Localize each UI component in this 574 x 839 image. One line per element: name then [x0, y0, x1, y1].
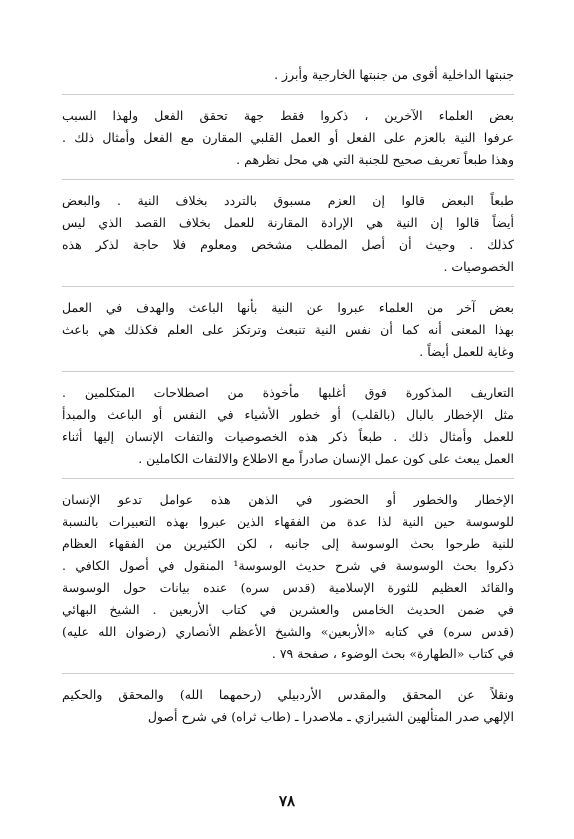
body-text	[62, 64, 514, 736]
text-line: في ضمن الحديث الخامس والعشرين في كتاب الأربعين . الشيخ البهائي	[62, 602, 514, 617]
text-line: ذكروا بحث الوسوسة في شرح حديث الوسوسة¹ المنقول في أصول الكافي .	[62, 558, 514, 573]
paragraph	[62, 382, 514, 470]
text-line: الإلهي صدر المتألهين الشيرازي ـ ملاصدرا ـ (طاب ثراه) في شرح أصول	[147, 709, 514, 724]
paragraph	[62, 190, 514, 278]
text-line: ونقلاً عن المحقق والمقدس الأردبيلي (رحمهما الله) والمحقق والحكيم	[62, 687, 514, 702]
paragraph	[62, 684, 514, 728]
text-line: بعض العلماء الآخرين ، ذكروا فقط جهة تحقق الفعل ولهذا السبب	[62, 108, 514, 123]
text-line: في كتاب «الطهارة» بحث الوضوء ، صفحة ٧٩ .	[271, 646, 514, 661]
paragraph	[62, 105, 514, 171]
text-line: كذلك . وحيث أن أصل المطلب مشخص ومعلوم فلا حاجة لذكر هذه	[62, 237, 514, 252]
paragraph	[62, 489, 514, 665]
text-line: بهذا المعنى أنه كما أن نفس النية تنبعث وترتكز على العلم فكذلك هي باعث	[62, 322, 514, 337]
text-line: طبعاً البعض قالوا إن العزم مسبوق بالتردد بخلاف النية . والبعض	[62, 193, 514, 208]
text-line: وهذا طبعاً تعريف صحيح للجنبة التي هي محل نظرهم .	[236, 152, 514, 167]
paragraph-divider	[62, 286, 514, 287]
text-line: للنية طرحوا بحث الوسوسة إلى جانبه ، لكن الكثيرين من الفقهاء العظام	[62, 536, 514, 551]
paragraph-divider	[62, 371, 514, 372]
text-line: للوسوسة حين النية لذا عدة من الفقهاء الذين عبروا بهذه التعبيرات بالنسبة	[62, 514, 514, 529]
text-line: (قدس سره) في كتابه «الأربعين» والشيخ الأعظم الأنصاري (رضوان الله عليه)	[62, 624, 514, 639]
page-number: ٧٨	[278, 792, 296, 810]
text-line: والقائد العظيم للثورة الإسلامية (قدس سره) عنده بيانات حول الوسوسة	[62, 580, 514, 595]
text-line: العمل يبعث على كون عمل الإنسان صادراً مع الاطلاع والالتفات الكاملين .	[138, 451, 514, 466]
text-line: عرفوا النية بالعزم على الفعل أو العمل القلبي المقارن مع الفعل وأمثال ذلك .	[62, 130, 514, 145]
paragraph	[62, 297, 514, 363]
text-line: التعاريف المذكورة فوق أغلبها مأخوذة من اصطلاحات المتكلمين .	[62, 385, 514, 400]
paragraph-divider	[62, 179, 514, 180]
text-line: الإخطار والخطور أو الحضور في الذهن هذه عوامل تدعو الإنسان	[62, 492, 514, 507]
text-line: أيضاً قالوا إن النية هي الإرادة المقارنة للعمل بخلاف القصد الذي ليس	[62, 215, 514, 230]
text-line: مثل الإخطار بالبال (بالقلب) أو خطور الأشياء في النفس أو الباعث والمبدأ	[62, 407, 514, 422]
text-line: الخصوصيات .	[443, 259, 514, 274]
text-line: جنبتها الداخلية أقوى من جنبتها الخارجية وأبرز .	[274, 67, 514, 82]
paragraph-divider	[62, 94, 514, 95]
text-line: بعض آخر من العلماء عبروا عن النية بأنها الباعث والهدف في العمل	[62, 300, 514, 315]
text-line: وغاية للعمل أيضاً .	[419, 344, 514, 359]
text-line: للعمل وأمثال ذلك . طبعاً ذكر هذه الخصوصيات والتفات الإنسان إليها أثناء	[62, 429, 514, 444]
paragraph	[62, 64, 514, 86]
paragraph-divider	[62, 478, 514, 479]
paragraph-divider	[62, 673, 514, 674]
